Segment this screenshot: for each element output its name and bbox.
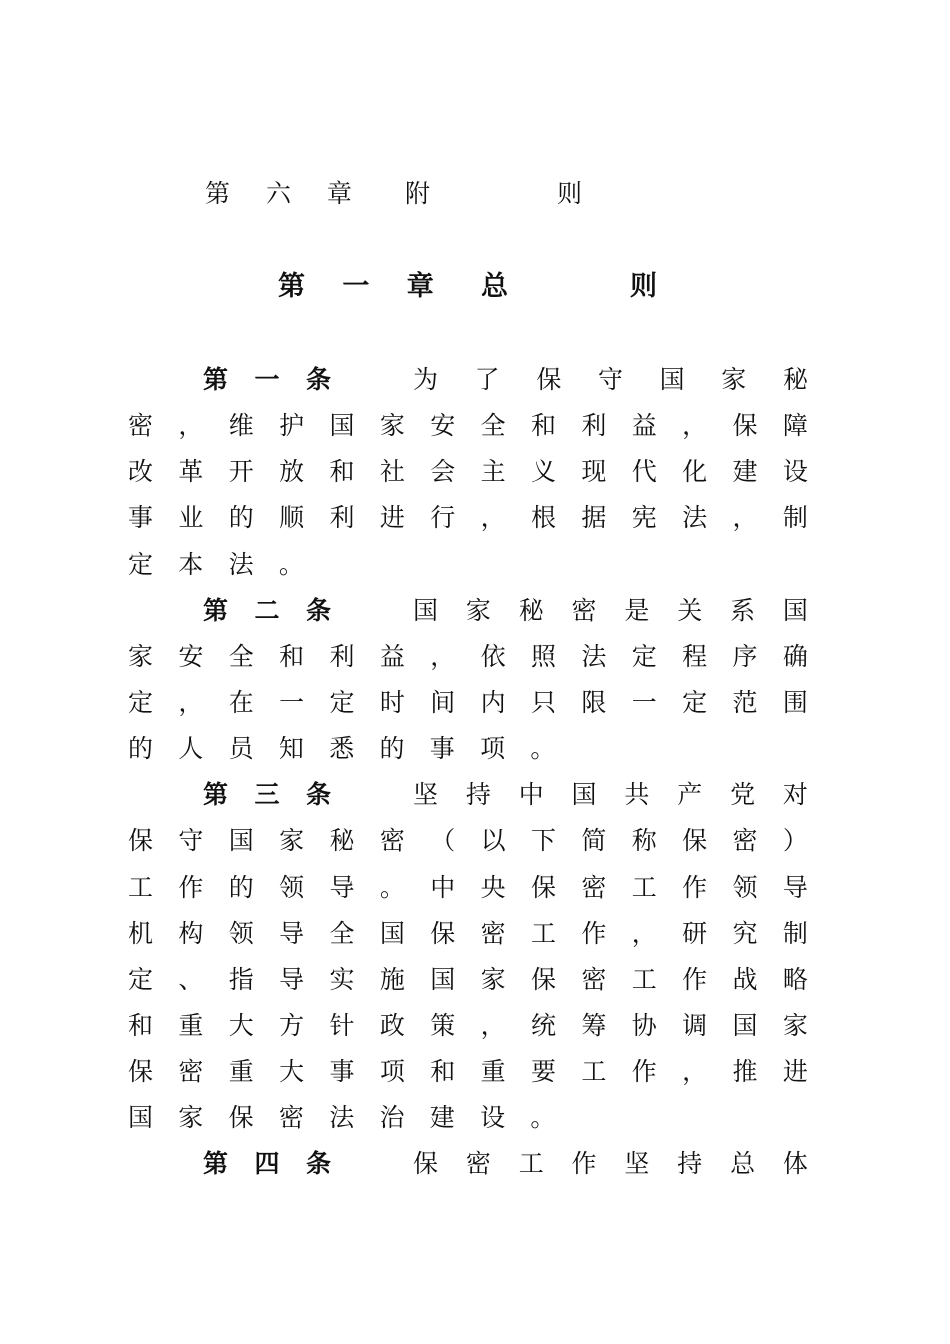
text-char: 要 — [531, 1057, 557, 1087]
text-char: 照 — [531, 641, 557, 671]
text-char: 密 — [480, 918, 506, 948]
text-char: 导 — [279, 918, 305, 948]
text-char: 限 — [581, 687, 607, 717]
text-char: 机 — [128, 918, 154, 948]
article — [128, 772, 808, 1141]
text-char: 代 — [631, 457, 657, 487]
text-char: 密 — [581, 872, 607, 902]
text-char: 定 — [682, 687, 708, 717]
text-char: 国 — [659, 365, 685, 394]
text-char: 事 — [128, 503, 154, 533]
text-char: 工 — [631, 872, 657, 902]
text-char: 作 — [682, 964, 708, 994]
text-char: 秘 — [782, 365, 808, 394]
text-char: 国 — [782, 595, 808, 625]
text-char: 社 — [379, 457, 405, 487]
text-char: 家 — [379, 411, 405, 441]
text-char: 政 — [379, 1010, 405, 1040]
text-char: 总 — [730, 1149, 756, 1179]
text-char: 施 — [379, 964, 405, 994]
text-char: 导 — [782, 872, 808, 902]
text-char: 研 — [682, 918, 708, 948]
text-char: ） — [782, 826, 808, 856]
text-char: 序 — [732, 641, 758, 671]
article-text-line — [413, 588, 808, 634]
text-char: 作 — [178, 872, 204, 902]
text-char: 国 — [571, 780, 597, 810]
text-char: 推 — [732, 1057, 758, 1087]
text-char: 下 — [531, 826, 557, 856]
article-text-line — [128, 865, 808, 911]
text-char: 和 — [329, 457, 355, 487]
text-char: 家 — [465, 595, 491, 625]
text-char: 国 — [228, 826, 254, 856]
text-char: 的 — [228, 872, 254, 902]
text-char: 究 — [732, 918, 758, 948]
text-char: 内 — [480, 687, 506, 717]
text-char: 大 — [228, 1010, 254, 1040]
text-char: 导 — [279, 964, 305, 994]
text-char: ， — [480, 503, 506, 533]
article-first-line — [128, 588, 808, 634]
text-char: 障 — [782, 411, 808, 441]
text-char: 国 — [413, 595, 439, 625]
text-char: 国 — [329, 411, 355, 441]
text-char: 筹 — [581, 1010, 607, 1040]
text-char: 范 — [732, 687, 758, 717]
text-char: 和 — [531, 411, 557, 441]
article-text-line: 的人员知悉的事项。 — [128, 734, 581, 764]
text-char: 策 — [430, 1010, 456, 1040]
text-char: 的 — [228, 503, 254, 533]
text-char: 利 — [581, 411, 607, 441]
text-char: 革 — [178, 457, 204, 487]
text-char: 保 — [128, 826, 154, 856]
chapter-title-part1: 总 — [481, 271, 508, 302]
article-label: 第二条 — [203, 595, 333, 625]
text-char: 重 — [228, 1057, 254, 1087]
text-char: 以 — [480, 826, 506, 856]
article — [128, 1141, 808, 1187]
text-char: 工 — [581, 1057, 607, 1087]
text-char: 保 — [128, 1057, 154, 1087]
text-char: 根 — [531, 503, 557, 533]
text-char: 设 — [782, 457, 808, 487]
text-char: 密 — [379, 826, 405, 856]
text-char: 放 — [279, 457, 305, 487]
text-char: 宪 — [631, 503, 657, 533]
text-char: ， — [430, 641, 456, 671]
text-char: 和 — [128, 1010, 154, 1040]
text-char: 在 — [228, 687, 254, 717]
text-char: 坚 — [413, 780, 439, 810]
text-char: 密 — [128, 411, 154, 441]
text-char: 关 — [677, 595, 703, 625]
chapter-title-part2: 则 — [630, 271, 657, 302]
text-char: 了 — [474, 365, 500, 394]
text-char: 保 — [536, 365, 562, 394]
text-char: 制 — [782, 503, 808, 533]
toc-entry-chapter-six — [205, 174, 625, 214]
text-char: 义 — [531, 457, 557, 487]
chapter-number: 第 一 章 — [278, 271, 448, 302]
text-char: 、 — [178, 964, 204, 994]
text-char: 重 — [480, 1057, 506, 1087]
text-char: 保 — [531, 964, 557, 994]
text-char: 针 — [329, 1010, 355, 1040]
text-char: 定 — [128, 964, 154, 994]
text-char: 保 — [682, 826, 708, 856]
article — [128, 357, 808, 588]
text-char: 和 — [279, 641, 305, 671]
text-char: ， — [178, 411, 204, 441]
article-text-line — [128, 495, 808, 541]
toc-chapter-number: 第 六 章 — [205, 179, 366, 208]
text-char: 方 — [279, 1010, 305, 1040]
article-label: 第三条 — [203, 780, 333, 810]
text-char: ， — [682, 1057, 708, 1087]
text-char: 工 — [631, 964, 657, 994]
text-char: 一 — [279, 687, 305, 717]
text-char: ， — [732, 503, 758, 533]
text-char: 构 — [178, 918, 204, 948]
article-text-line — [128, 403, 808, 449]
text-char: 主 — [480, 457, 506, 487]
text-char: 时 — [379, 687, 405, 717]
text-char: 作 — [581, 918, 607, 948]
article-first-line — [128, 1141, 808, 1187]
text-char: 。 — [379, 872, 405, 902]
text-char: 密 — [732, 826, 758, 856]
article — [128, 588, 808, 773]
article-first-line — [128, 772, 808, 818]
text-char: 对 — [782, 780, 808, 810]
text-char: 央 — [480, 872, 506, 902]
article-text-line — [413, 1141, 808, 1187]
text-char: 保 — [430, 918, 456, 948]
text-char: 保 — [732, 411, 758, 441]
text-char: 导 — [329, 872, 355, 902]
text-char: 益 — [379, 641, 405, 671]
article-label: 第四条 — [203, 1149, 333, 1179]
text-char: 全 — [329, 918, 355, 948]
text-char: 利 — [329, 641, 355, 671]
text-char: 全 — [228, 641, 254, 671]
text-char: 会 — [430, 457, 456, 487]
article-body — [128, 357, 808, 1188]
text-char: 守 — [178, 826, 204, 856]
text-char: 开 — [228, 457, 254, 487]
text-char: 作 — [571, 1149, 597, 1179]
text-char: 保 — [531, 872, 557, 902]
text-char: 家 — [128, 641, 154, 671]
text-char: 战 — [732, 964, 758, 994]
text-char: 一 — [631, 687, 657, 717]
text-char: 家 — [721, 365, 747, 394]
text-char: 据 — [581, 503, 607, 533]
text-char: 现 — [581, 457, 607, 487]
text-char: 间 — [430, 687, 456, 717]
text-char: 系 — [730, 595, 756, 625]
toc-chapter-title-part2: 则 — [557, 179, 583, 208]
text-char: 坚 — [624, 1149, 650, 1179]
text-char: 家 — [782, 1010, 808, 1040]
text-char: 统 — [531, 1010, 557, 1040]
article-text-line — [128, 1003, 808, 1049]
text-char: 持 — [677, 1149, 703, 1179]
text-char: 协 — [631, 1010, 657, 1040]
text-char: 守 — [597, 365, 623, 394]
text-char: 事 — [329, 1057, 355, 1087]
text-char: 是 — [624, 595, 650, 625]
text-char: 指 — [228, 964, 254, 994]
text-char: 略 — [782, 964, 808, 994]
text-char: 依 — [480, 641, 506, 671]
text-char: 全 — [480, 411, 506, 441]
text-char: 称 — [631, 826, 657, 856]
text-char: 行 — [430, 503, 456, 533]
text-char: ， — [631, 918, 657, 948]
text-char: 围 — [782, 687, 808, 717]
article-text-line — [413, 772, 808, 818]
text-char: 制 — [782, 918, 808, 948]
text-char: 定 — [631, 641, 657, 671]
text-char: 安 — [178, 641, 204, 671]
text-char: 只 — [531, 687, 557, 717]
text-char: 化 — [682, 457, 708, 487]
article-text-line — [128, 1049, 808, 1095]
text-char: 家 — [480, 964, 506, 994]
chapter-one-heading — [278, 266, 678, 308]
text-char: 国 — [430, 964, 456, 994]
text-char: 密 — [465, 1149, 491, 1179]
text-char: 工 — [128, 872, 154, 902]
text-char: 改 — [128, 457, 154, 487]
toc-chapter-title-part1: 附 — [405, 179, 431, 208]
text-char: 益 — [631, 411, 657, 441]
text-char: 产 — [677, 780, 703, 810]
text-char: 确 — [782, 641, 808, 671]
text-char: 共 — [624, 780, 650, 810]
text-char: 体 — [782, 1149, 808, 1179]
text-char: 调 — [682, 1010, 708, 1040]
text-char: 业 — [178, 503, 204, 533]
text-char: 大 — [279, 1057, 305, 1087]
text-char: 程 — [682, 641, 708, 671]
text-char: 中 — [430, 872, 456, 902]
text-char: 简 — [581, 826, 607, 856]
text-char: 建 — [732, 457, 758, 487]
text-char: 密 — [178, 1057, 204, 1087]
text-char: 维 — [228, 411, 254, 441]
text-char: 定 — [128, 687, 154, 717]
text-char: 顺 — [279, 503, 305, 533]
article-text-line — [128, 957, 808, 1003]
text-char: 领 — [279, 872, 305, 902]
text-char: ， — [178, 687, 204, 717]
text-char: ， — [480, 1010, 506, 1040]
text-char: 国 — [379, 918, 405, 948]
text-char: 安 — [430, 411, 456, 441]
article-text-line — [128, 911, 808, 957]
text-char: （ — [430, 826, 456, 856]
article-text-line: 国家保密法治建设。 — [128, 1103, 581, 1133]
text-char: 作 — [631, 1057, 657, 1087]
text-char: 和 — [430, 1057, 456, 1087]
text-char: ， — [682, 411, 708, 441]
text-char: 实 — [329, 964, 355, 994]
text-char: 保 — [413, 1149, 439, 1179]
article-text-line — [128, 818, 808, 864]
text-char: 工 — [518, 1149, 544, 1179]
article-text-line — [413, 357, 808, 403]
text-char: 党 — [730, 780, 756, 810]
text-char: 密 — [581, 964, 607, 994]
text-char: 进 — [379, 503, 405, 533]
text-char: 中 — [518, 780, 544, 810]
text-char: 领 — [228, 918, 254, 948]
article-text-line — [128, 680, 808, 726]
article-text-line: 定本法。 — [128, 549, 330, 579]
text-char: 法 — [682, 503, 708, 533]
text-char: 进 — [782, 1057, 808, 1087]
text-char: 定 — [329, 687, 355, 717]
text-char: 国 — [732, 1010, 758, 1040]
article-text-line — [128, 634, 808, 680]
text-char: 护 — [279, 411, 305, 441]
text-char: 密 — [571, 595, 597, 625]
text-char: 利 — [329, 503, 355, 533]
article-label: 第一条 — [203, 365, 333, 394]
text-char: 持 — [465, 780, 491, 810]
text-char: 项 — [379, 1057, 405, 1087]
text-char: 秘 — [329, 826, 355, 856]
text-char: 法 — [581, 641, 607, 671]
text-char: 工 — [531, 918, 557, 948]
text-char: 重 — [178, 1010, 204, 1040]
text-char: 领 — [732, 872, 758, 902]
text-char: 作 — [682, 872, 708, 902]
text-char: 家 — [279, 826, 305, 856]
text-char: 秘 — [518, 595, 544, 625]
article-text-line — [128, 449, 808, 495]
text-char: 为 — [413, 365, 439, 394]
article-first-line — [128, 357, 808, 403]
